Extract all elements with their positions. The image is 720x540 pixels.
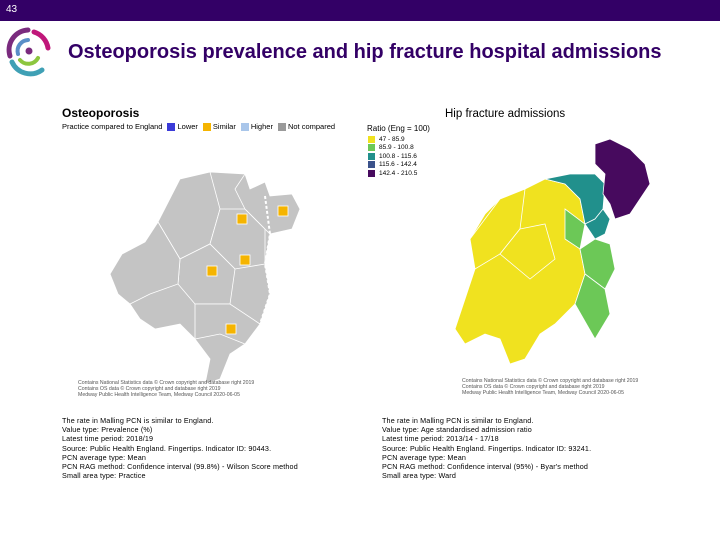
note-line: Latest time period: 2018/19 (62, 434, 154, 444)
legend-swatch-lower (167, 123, 175, 131)
scale-row: 85.9 - 100.8 (368, 144, 417, 153)
scale-row: 47 - 85.9 (368, 135, 417, 144)
note-line: Small area type: Ward (382, 471, 456, 481)
note-line: PCN average type: Mean (62, 452, 147, 462)
note-line: PCN RAG method: Confidence interval (95%) - Byar's method (382, 461, 589, 471)
slide-title: Osteoporosis prevalence and hip fracture hospital admissions (68, 41, 662, 63)
osteoporosis-legend-label: Practice compared to England (62, 122, 163, 131)
practice-marker (226, 324, 236, 334)
hip-fracture-map-title: Hip fracture admissions (445, 108, 566, 120)
scale-row: 100.8 - 115.6 (368, 152, 417, 161)
note-line: The rate in Malling PCN is similar to England. (382, 416, 534, 425)
note-line: PCN RAG method: Confidence interval (99.8%) - Wilson Score method (62, 461, 298, 471)
organisation-logo (4, 26, 52, 78)
hip-fracture-scale (368, 135, 417, 178)
legend-label-lower: Lower (177, 122, 198, 131)
osteoporosis-map (60, 134, 350, 404)
note-line: Value type: Prevalence (%) (62, 425, 153, 435)
osteoporosis-map-panel (60, 104, 350, 404)
note-line: Small area type: Practice (62, 471, 146, 481)
note-line: Source: Public Health England. Fingertips. Indicator ID: 93241. (382, 443, 592, 453)
note-line: PCN average type: Mean (382, 452, 467, 462)
osteoporosis-notes (62, 416, 298, 480)
osteoporosis-map-title: Osteoporosis (62, 106, 140, 120)
scale-row: 115.6 - 142.4 (368, 161, 417, 170)
legend-swatch-higher (241, 123, 249, 131)
practice-marker (207, 266, 217, 276)
scale-row: 142.4 - 210.5 (368, 169, 417, 178)
page-number: 43 (6, 4, 18, 15)
practice-marker (278, 206, 288, 216)
legend-swatch-not-compared (278, 123, 286, 131)
osteoporosis-legend (62, 122, 335, 131)
hip-fracture-credits: Contains National Statistics data © Crown copyright and database right 2019 Contains OS data © Crown copyright and database right 2019 Medway Public Health Intelligence Team, Medway Council 2020-06-05 (462, 378, 639, 396)
legend-label-similar: Similar (212, 122, 236, 131)
note-line: Value type: Age standardised admission ratio (382, 425, 532, 435)
practice-marker (240, 255, 250, 265)
legend-label-higher: Higher (250, 122, 273, 131)
hip-fracture-map (445, 129, 655, 384)
osteoporosis-credits: Contains National Statistics data © Crown copyright and database right 2019 Contains OS data © Crown copyright and database right 2019 Medway Public Health Intelligence Team, Medway Council 2020-06-05 (78, 380, 255, 398)
hip-fracture-legend-label: Ratio (Eng = 100) (367, 124, 430, 133)
legend-label-not-compared: Not compared (287, 122, 336, 131)
hip-fracture-notes (382, 416, 591, 480)
hip-fracture-map-panel (365, 104, 665, 404)
note-line: Source: Public Health England. Fingertips. Indicator ID: 90443. (62, 443, 272, 453)
practice-marker (237, 214, 247, 224)
note-line: The rate in Malling PCN is similar to England. (62, 416, 214, 425)
header-bar (0, 0, 720, 21)
legend-swatch-similar (203, 123, 211, 131)
note-line: Latest time period: 2013/14 - 17/18 (382, 434, 499, 444)
